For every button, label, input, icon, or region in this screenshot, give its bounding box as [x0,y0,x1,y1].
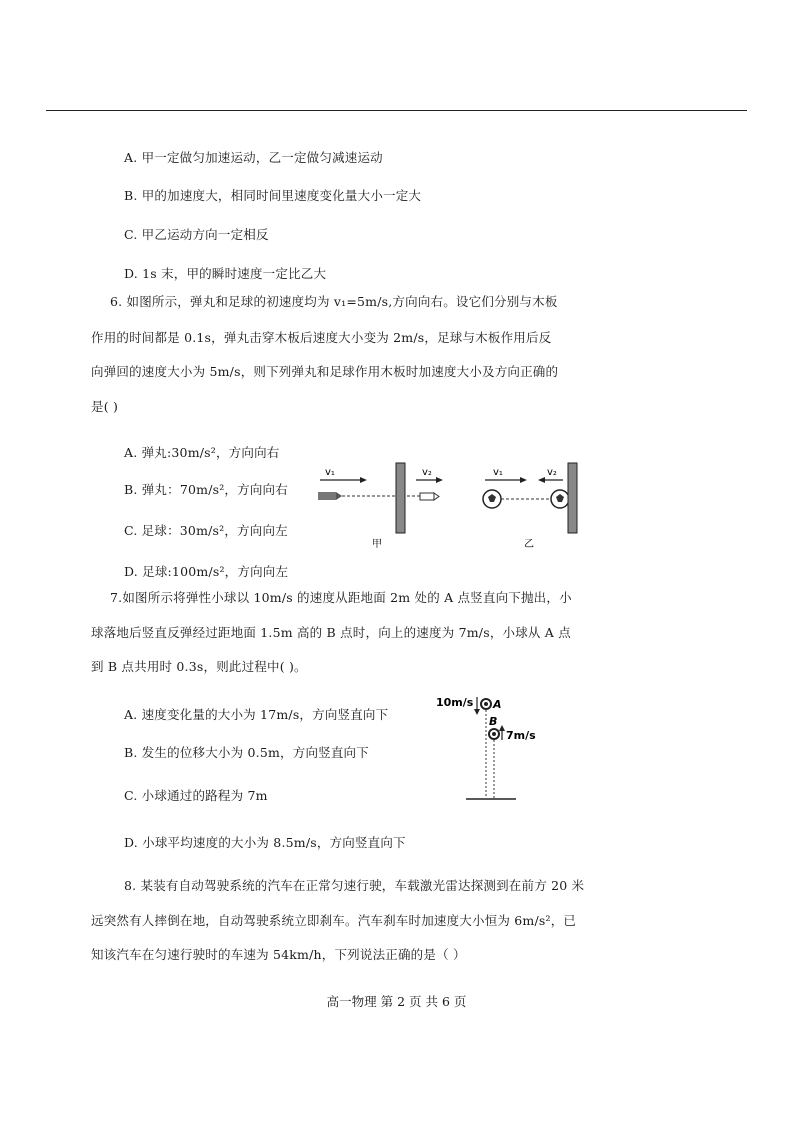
page-footer: 高一物理 第 2 页 共 6 页 [326,994,467,1009]
v2-label-right: v₂ [547,467,557,478]
q6-option-c: C. 足球：30m/s²，方向向左 [124,523,288,538]
q6-stem-line-4: 是( ) [91,399,119,414]
football-panel [483,463,577,550]
ball-b-center [492,732,496,736]
q7-option-d: D. 小球平均速度的大小为 8.5m/s，方向竖直向下 [124,835,406,850]
q5-option-b: B. 甲的加速度大，相同时间里速度变化量大小一定大 [124,188,422,203]
q8-stem-line-1: 8. 某装有自动驾驶系统的汽车在正常匀速行驶，车载激光雷达探测到在前方 20 米 [124,878,585,893]
speed-b-label: 7m/s [506,729,536,742]
q7-stem-line-3: 到 B 点共用时 0.3s，则此过程中( )。 [91,659,307,674]
v1-arrowhead-left [360,477,367,483]
caption-left: 甲 [372,539,382,550]
point-b-label: B [489,715,498,728]
v1-arrowhead-right [520,477,527,483]
v1-label-left: v₁ [325,467,335,478]
v2-arrowhead-left [436,477,443,483]
q5-option-c: C. 甲乙运动方向一定相反 [124,227,269,242]
wood-board-right [568,463,577,533]
q6-option-a: A. 弹丸:30m/s²，方向向右 [124,445,280,460]
q8-stem-line-3: 知该汽车在匀速行驶时的车速为 54km/h，下列说法正确的是（ ） [91,947,466,962]
ball-a-center [484,702,488,706]
bullet-after-tip [434,493,439,500]
bullet-panel [318,463,443,550]
bullet-before [318,492,336,500]
q6-stem-line-2: 作用的时间都是 0.1s，弹丸击穿木板后速度大小变为 2m/s，足球与木板作用后反 [91,330,552,345]
up-arrowhead [499,725,505,731]
speed-a-label: 10m/s [436,696,474,709]
q7-stem-line-2: 球落地后竖直反弹经过距地面 1.5m 高的 B 点时，向上的速度为 7m/s，小球从 A 点 [91,625,571,640]
bullet-before-tip [336,492,342,500]
header-rule [46,110,747,111]
q6-option-b: B. 弹丸：70m/s²，方向向右 [124,482,288,497]
q7-stem-line-1: 7.如图所示将弹性小球以 10m/s 的速度从距地面 2m 处的 A 点竖直向下抛出，小 [110,590,572,605]
v2-label-left: v₂ [422,467,432,478]
q7-option-b: B. 发生的位移大小为 0.5m，方向竖直向下 [124,745,369,760]
wood-board-left [396,463,405,533]
q7-option-c: C. 小球通过的路程为 7m [124,788,268,803]
q6-option-d: D. 足球:100m/s²，方向向左 [124,564,289,579]
v2-arrowhead-right [538,477,545,483]
point-a-label: A [493,698,502,711]
down-arrowhead [474,709,480,715]
q6-stem-line-3: 向弹回的速度大小为 5m/s，则下列弹丸和足球作用木板时加速度大小及方向正确的 [91,364,559,379]
v1-label-right: v₁ [493,467,503,478]
q6-stem-line-1: 6. 如图所示，弹丸和足球的初速度均为 v₁=5m/s,方向向右。设它们分别与木板 [110,294,558,309]
bullet-after [420,493,434,500]
q6-figure [310,455,585,555]
q5-option-d: D. 1s 末，甲的瞬时速度一定比乙大 [124,266,327,281]
caption-right: 乙 [524,539,534,550]
q5-option-a: A. 甲一定做匀加速运动，乙一定做匀减速运动 [124,150,383,165]
q8-stem-line-2: 远突然有人摔倒在地，自动驾驶系统立即刹车。汽车刹车时加速度大小恒为 6m/s²，已 [91,913,577,928]
q7-figure [430,690,550,805]
q7-option-a: A. 速度变化量的大小为 17m/s，方向竖直向下 [124,707,389,722]
